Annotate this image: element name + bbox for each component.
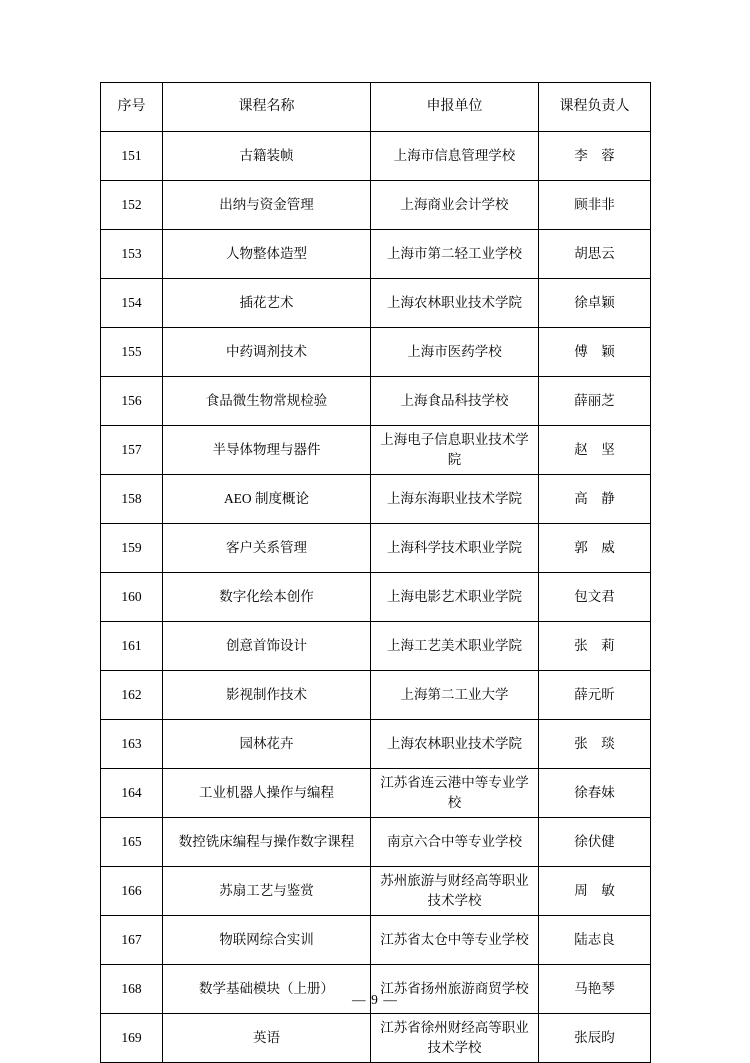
table-row	[101, 671, 651, 720]
cell-course-name: 工业机器人操作与编程	[163, 769, 371, 818]
table-row	[101, 475, 651, 524]
cell-course-leader: 包文君	[539, 573, 651, 622]
cell-no: 157	[101, 426, 163, 475]
cell-no: 164	[101, 769, 163, 818]
cell-course-name: 半导体物理与器件	[163, 426, 371, 475]
cell-course-name: 英语	[163, 1014, 371, 1063]
cell-course-name: 人物整体造型	[163, 230, 371, 279]
table-row	[101, 328, 651, 377]
table-row	[101, 230, 651, 279]
page-number: — 9 —	[352, 992, 398, 1007]
cell-applicant-unit: 江苏省连云港中等专业学校	[371, 769, 539, 818]
table-body	[101, 132, 651, 1063]
cell-course-leader: 周 敏	[539, 867, 651, 916]
cell-course-name: 数学基础模块（上册）	[163, 965, 371, 1014]
cell-applicant-unit: 上海第二工业大学	[371, 671, 539, 720]
cell-no: 169	[101, 1014, 163, 1063]
column-header-course-name: 课程名称	[163, 83, 371, 132]
cell-no: 152	[101, 181, 163, 230]
cell-no: 155	[101, 328, 163, 377]
cell-applicant-unit: 上海商业会计学校	[371, 181, 539, 230]
cell-applicant-unit: 上海食品科技学校	[371, 377, 539, 426]
cell-applicant-unit: 江苏省太仓中等专业学校	[371, 916, 539, 965]
cell-applicant-unit: 上海农林职业技术学院	[371, 279, 539, 328]
table-row	[101, 377, 651, 426]
table-row	[101, 769, 651, 818]
cell-course-leader: 陆志良	[539, 916, 651, 965]
cell-course-name: 中药调剂技术	[163, 328, 371, 377]
table-row	[101, 426, 651, 475]
cell-course-leader: 张 琰	[539, 720, 651, 769]
cell-applicant-unit: 上海科学技术职业学院	[371, 524, 539, 573]
cell-applicant-unit: 上海市信息管理学校	[371, 132, 539, 181]
cell-applicant-unit: 上海农林职业技术学院	[371, 720, 539, 769]
cell-course-leader: 薛丽芝	[539, 377, 651, 426]
cell-no: 162	[101, 671, 163, 720]
cell-course-leader: 顾非非	[539, 181, 651, 230]
cell-no: 161	[101, 622, 163, 671]
cell-course-name: 客户关系管理	[163, 524, 371, 573]
cell-no: 160	[101, 573, 163, 622]
table-row	[101, 524, 651, 573]
cell-no: 167	[101, 916, 163, 965]
cell-course-leader: 徐春妹	[539, 769, 651, 818]
cell-applicant-unit: 上海电影艺术职业学院	[371, 573, 539, 622]
table-row	[101, 916, 651, 965]
cell-course-name: 数字化绘本创作	[163, 573, 371, 622]
table-row	[101, 622, 651, 671]
cell-applicant-unit: 江苏省徐州财经高等职业技术学校	[371, 1014, 539, 1063]
cell-course-leader: 赵 坚	[539, 426, 651, 475]
cell-no: 163	[101, 720, 163, 769]
cell-course-name: 插花艺术	[163, 279, 371, 328]
cell-course-name: 创意首饰设计	[163, 622, 371, 671]
table-row	[101, 867, 651, 916]
cell-applicant-unit: 上海市医药学校	[371, 328, 539, 377]
cell-course-name: 数控铣床编程与操作数字课程	[163, 818, 371, 867]
cell-no: 159	[101, 524, 163, 573]
cell-course-leader: 胡思云	[539, 230, 651, 279]
table-row	[101, 573, 651, 622]
cell-no: 166	[101, 867, 163, 916]
table-row	[101, 132, 651, 181]
cell-course-name: 园林花卉	[163, 720, 371, 769]
cell-course-name: 出纳与资金管理	[163, 181, 371, 230]
cell-course-name: 古籍装帧	[163, 132, 371, 181]
cell-no: 153	[101, 230, 163, 279]
cell-course-name: AEO 制度概论	[163, 475, 371, 524]
cell-course-name: 影视制作技术	[163, 671, 371, 720]
cell-course-leader: 张辰昀	[539, 1014, 651, 1063]
cell-applicant-unit: 上海东海职业技术学院	[371, 475, 539, 524]
table-row	[101, 1014, 651, 1063]
cell-course-leader: 傅 颖	[539, 328, 651, 377]
cell-course-leader: 薛元昕	[539, 671, 651, 720]
column-header-applicant-unit: 申报单位	[371, 83, 539, 132]
table-header	[101, 83, 651, 132]
table-row	[101, 818, 651, 867]
cell-no: 151	[101, 132, 163, 181]
cell-course-name: 物联网综合实训	[163, 916, 371, 965]
cell-course-name: 食品微生物常规检验	[163, 377, 371, 426]
cell-course-leader: 郭 威	[539, 524, 651, 573]
column-header-no: 序号	[101, 83, 163, 132]
table-row	[101, 279, 651, 328]
cell-course-leader: 高 静	[539, 475, 651, 524]
cell-course-leader: 张 莉	[539, 622, 651, 671]
cell-course-name: 苏扇工艺与鉴赏	[163, 867, 371, 916]
cell-no: 168	[101, 965, 163, 1014]
cell-no: 158	[101, 475, 163, 524]
cell-applicant-unit: 上海工艺美术职业学院	[371, 622, 539, 671]
cell-no: 165	[101, 818, 163, 867]
table-row	[101, 181, 651, 230]
cell-applicant-unit: 上海电子信息职业技术学院	[371, 426, 539, 475]
cell-course-leader: 李 蓉	[539, 132, 651, 181]
cell-no: 156	[101, 377, 163, 426]
cell-applicant-unit: 江苏省扬州旅游商贸学校	[371, 965, 539, 1014]
cell-no: 154	[101, 279, 163, 328]
table-header-row	[101, 83, 651, 132]
cell-applicant-unit: 上海市第二轻工业学校	[371, 230, 539, 279]
cell-applicant-unit: 苏州旅游与财经高等职业技术学校	[371, 867, 539, 916]
course-table	[100, 82, 651, 1063]
table-row	[101, 720, 651, 769]
column-header-course-leader: 课程负责人	[539, 83, 651, 132]
cell-course-leader: 徐伏健	[539, 818, 651, 867]
cell-applicant-unit: 南京六合中等专业学校	[371, 818, 539, 867]
cell-course-leader: 徐卓颖	[539, 279, 651, 328]
cell-course-leader: 马艳琴	[539, 965, 651, 1014]
